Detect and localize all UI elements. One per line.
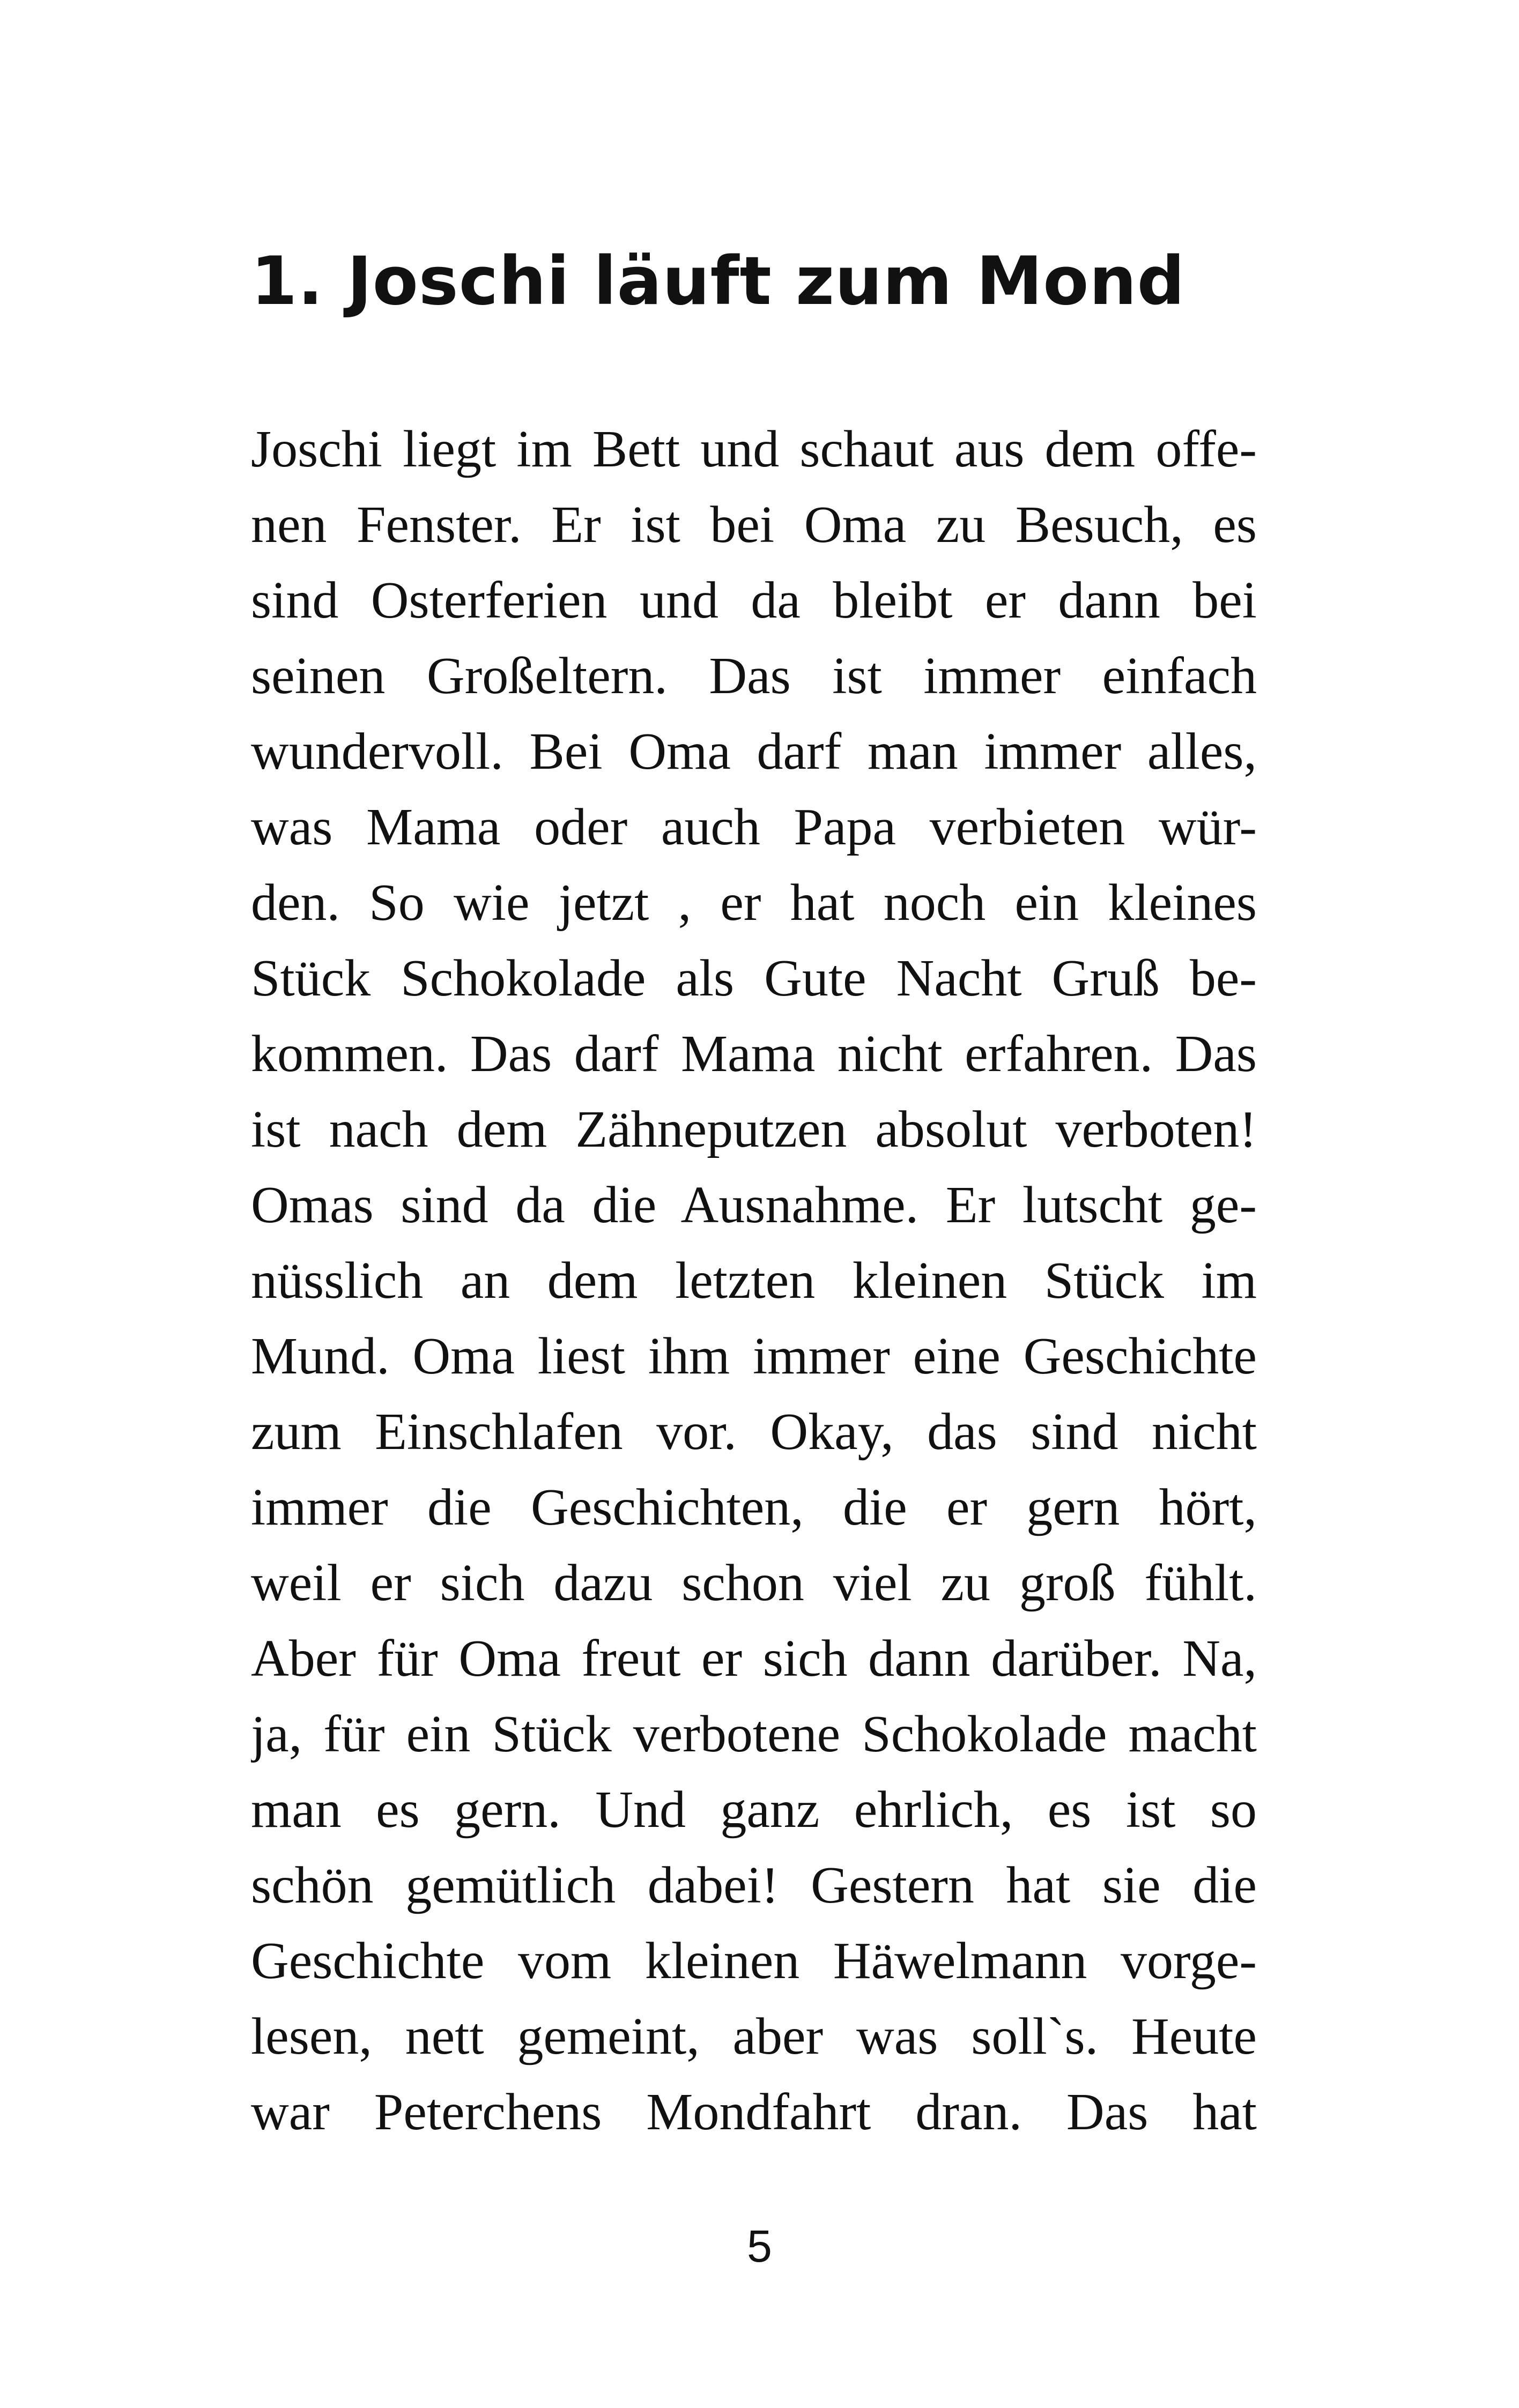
text-line: schön gemütlich dabei! Gestern hat sie die (251, 1856, 1257, 1914)
text-line: Aber für Oma freut er sich dann darüber. Na, (251, 1630, 1257, 1688)
text-line: ist nach dem Zähneputzen absolut verboten! (251, 1101, 1257, 1158)
text-line: ja, für ein Stück verbotene Schokolade macht (251, 1705, 1257, 1763)
text-line: man es gern. Und ganz ehrlich, es ist so (251, 1781, 1257, 1839)
text-line: Geschichte vom kleinen Häwelmann vorge- (251, 1932, 1257, 1990)
text-line: nüsslich an dem letzten kleinen Stück im (251, 1252, 1257, 1310)
text-line: kommen. Das darf Mama nicht erfahren. Das (251, 1025, 1257, 1083)
text-line: den. So wie jetzt , er hat noch ein kleines (251, 874, 1257, 932)
text-line: wundervoll. Bei Oma darf man immer alles, (251, 723, 1257, 781)
text-line: Omas sind da die Ausnahme. Er lutscht ge- (251, 1176, 1257, 1234)
chapter-title: 1. Joschi läuft zum Mond (251, 243, 1185, 320)
text-line: seinen Großeltern. Das ist immer einfach (251, 647, 1257, 705)
text-line: Stück Schokolade als Gute Nacht Gruß be- (251, 949, 1257, 1007)
text-line: immer die Geschichten, die er gern hört, (251, 1478, 1257, 1536)
text-line: weil er sich dazu schon viel zu groß fühlt. (251, 1554, 1257, 1612)
text-line: sind Osterferien und da bleibt er dann bei (251, 571, 1257, 629)
text-line: was Mama oder auch Papa verbieten wür- (251, 798, 1257, 856)
text-line: Joschi liegt im Bett und schaut aus dem offe- (251, 420, 1257, 478)
page-number: 5 (747, 2221, 772, 2271)
text-line: nen Fenster. Er ist bei Oma zu Besuch, es (251, 496, 1257, 554)
text-line: lesen, nett gemeint, aber was soll`s. Heute (251, 2008, 1257, 2065)
text-line: Mund. Oma liest ihm immer eine Geschichte (251, 1327, 1257, 1385)
body-text (251, 412, 1257, 2150)
text-line: zum Einschlafen vor. Okay, das sind nicht (251, 1403, 1257, 1461)
text-line: war Peterchens Mondfahrt dran. Das hat (251, 2083, 1257, 2141)
